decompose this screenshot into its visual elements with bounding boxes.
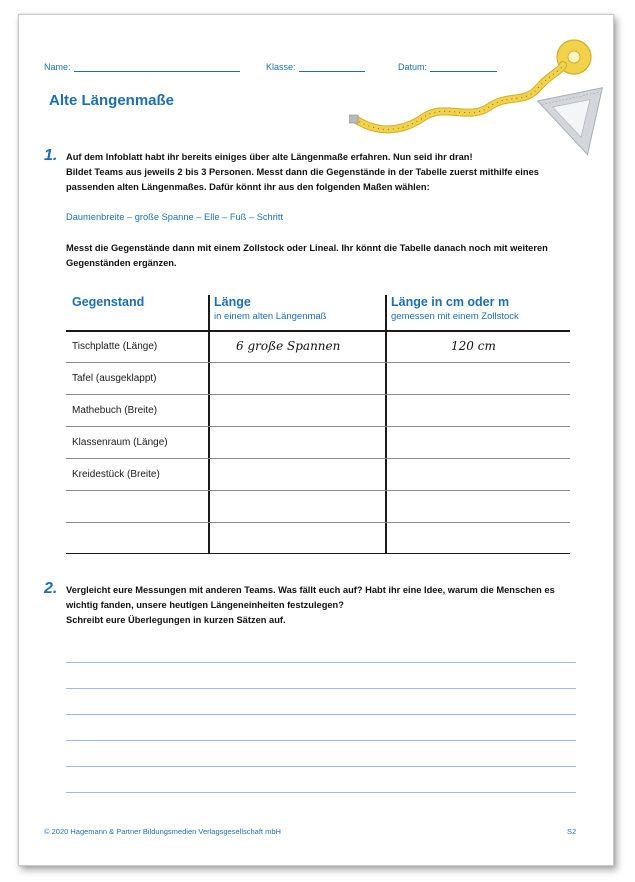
task-1-line-4: Messt die Gegenstände dann mit einem Zollstock oder Lineal. Ihr könnt die Tabelle danach noch mit weiteren bbox=[66, 243, 548, 253]
worksheet-page bbox=[18, 14, 614, 866]
task-2-instructions bbox=[66, 583, 596, 628]
task-2-line-1: Vergleicht eure Messungen mit anderen Teams. Was fällt euch auf? Habt ihr eine Idee, warum die Menschen es bbox=[66, 585, 555, 595]
date-label: Datum: bbox=[398, 62, 428, 72]
task-2-line-3: Schreibt eure Überlegungen in kurzen Sätzen auf. bbox=[66, 615, 286, 625]
col-header-cm-sub: gemessen mit einem Zollstock bbox=[391, 311, 519, 322]
table-row-old-length-value[interactable]: 6 große Spannen bbox=[236, 339, 341, 353]
task-1-number: 1. bbox=[44, 147, 58, 164]
page-number: S2 bbox=[567, 827, 577, 836]
col-header-item bbox=[72, 295, 144, 309]
answer-line[interactable] bbox=[66, 714, 576, 715]
length-unit-options: Daumenbreite – große Spanne – Elle – Fuß – Schritt bbox=[66, 212, 284, 222]
answer-line[interactable] bbox=[66, 662, 576, 663]
header-divider bbox=[66, 330, 570, 332]
table-bottom-border bbox=[66, 553, 570, 554]
col-header-cm-label: Länge in cm oder m bbox=[391, 295, 510, 309]
task-1-line-5: Gegenständen ergänzen. bbox=[66, 258, 177, 268]
task-1-line-2: Bildet Teams aus jeweils 2 bis 3 Personen. Messt dann die Gegenstände in der Tabelle zuerst mithilfe eines bbox=[66, 167, 539, 177]
row-divider bbox=[66, 490, 570, 491]
table-row-item: Klassenraum (Länge) bbox=[72, 437, 168, 448]
col-header-old-length-label: Länge bbox=[214, 295, 251, 309]
row-divider bbox=[66, 458, 570, 459]
measurement-table bbox=[66, 295, 570, 554]
page-title: Alte Längenmaße bbox=[49, 92, 175, 109]
table-row-item: Kreidestück (Breite) bbox=[72, 469, 160, 480]
row-divider bbox=[66, 394, 570, 395]
name-field[interactable] bbox=[44, 62, 240, 72]
name-line bbox=[74, 63, 240, 72]
copyright-notice: © 2020 Hagemann & Partner Bildungsmedien Verlagsgesellschaft mbH bbox=[44, 827, 281, 836]
table-row-item: Tischplatte (Länge) bbox=[72, 341, 158, 352]
name-label: Name: bbox=[44, 62, 71, 72]
task-1-line-1: Auf dem Infoblatt habt ihr bereits einiges über alte Längenmaße erfahren. Nun seid ihr dran! bbox=[66, 152, 473, 162]
task-2-line-2: wichtig fanden, unsere heutigen Längeneinheiten festzulegen? bbox=[66, 600, 344, 610]
answer-line[interactable] bbox=[66, 766, 576, 767]
answer-line[interactable] bbox=[66, 740, 576, 741]
row-divider bbox=[66, 522, 570, 523]
column-divider bbox=[208, 295, 210, 554]
table-row-item: Tafel (ausgeklappt) bbox=[72, 373, 157, 384]
row-divider bbox=[66, 362, 570, 363]
col-header-old-length-sub: in einem alten Längenmaß bbox=[214, 311, 327, 322]
table-row-item: Mathebuch (Breite) bbox=[72, 405, 158, 416]
col-header-item-label: Gegenstand bbox=[72, 295, 145, 309]
task-2-number: 2. bbox=[44, 580, 58, 597]
class-label: Klasse: bbox=[266, 62, 296, 72]
table-row-cm-value[interactable]: 120 cm bbox=[451, 339, 496, 353]
col-header-cm bbox=[391, 295, 519, 322]
answer-line[interactable] bbox=[66, 688, 576, 689]
task-1-line-3: passenden alten Längenmaßes. Dafür könnt ihr aus den folgenden Maßen wählen: bbox=[66, 182, 430, 192]
column-divider bbox=[385, 295, 387, 554]
row-divider bbox=[66, 426, 570, 427]
task-1-instructions bbox=[66, 150, 586, 195]
col-header-old-length bbox=[214, 295, 327, 322]
task-1-instructions-2 bbox=[66, 241, 586, 271]
answer-line[interactable] bbox=[66, 792, 576, 793]
